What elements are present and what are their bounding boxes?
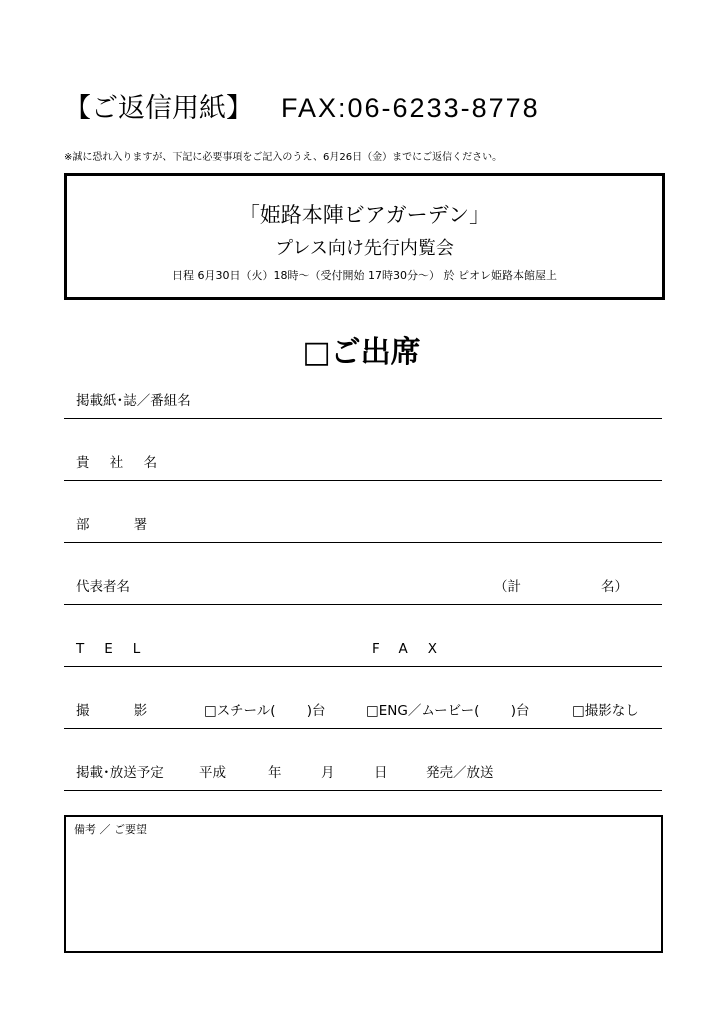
event-info-box: [64, 173, 665, 300]
event-details: 日程 6月30日（火）18時～（受付開始 17時30分～） 於 ピオレ姫路本館屋上: [172, 269, 557, 282]
representative-label: 代表者名: [76, 579, 130, 595]
company-label: 貴 社 名: [76, 455, 166, 471]
photo-still-option[interactable]: □スチール( )台: [204, 703, 326, 719]
photography-field: [64, 698, 662, 729]
total-count-open: （計: [494, 579, 521, 595]
total-count-close: 名）: [601, 579, 628, 595]
department-field[interactable]: [64, 512, 662, 543]
event-subtitle: プレス向け先行内覧会: [275, 238, 454, 259]
tel-label: TEL: [76, 641, 161, 657]
heisei-label: 平成: [199, 765, 226, 781]
reply-deadline-note: ※誠に恐れ入りますが、下記に必要事項をご記入のうえ、6月26日（金）までにご返信ください。: [64, 152, 503, 163]
photography-label: 撮 影: [76, 703, 168, 719]
year-label: 年: [268, 765, 282, 781]
representative-field[interactable]: [64, 574, 662, 605]
publication-field[interactable]: [64, 388, 662, 419]
release-label: 発売／放送: [426, 765, 494, 781]
photo-eng-option[interactable]: □ENG／ムービー( )台: [366, 703, 530, 719]
remarks-box[interactable]: [64, 815, 663, 953]
attendance-checkbox-heading[interactable]: □ご出席: [302, 335, 421, 370]
fax-label: FAX: [372, 641, 458, 657]
schedule-label: 掲載･放送予定: [76, 765, 164, 781]
tel-fax-field[interactable]: [64, 636, 662, 667]
photo-none-option[interactable]: □撮影なし: [572, 703, 639, 719]
reply-form-title: 【ご返信用紙】: [64, 93, 253, 124]
department-label: 部 署: [76, 517, 168, 533]
publication-label: 掲載紙･誌／番組名: [76, 393, 191, 409]
event-title: 「姫路本陣ビアガーデン」: [238, 203, 491, 227]
reply-form-header: [64, 86, 540, 125]
remarks-label: 備考 ／ ご要望: [74, 823, 147, 836]
fax-number: FAX:06-6233-8778: [281, 93, 540, 123]
month-label: 月: [321, 765, 335, 781]
company-field[interactable]: [64, 450, 662, 481]
day-label: 日: [374, 765, 388, 781]
schedule-field[interactable]: [64, 760, 662, 791]
